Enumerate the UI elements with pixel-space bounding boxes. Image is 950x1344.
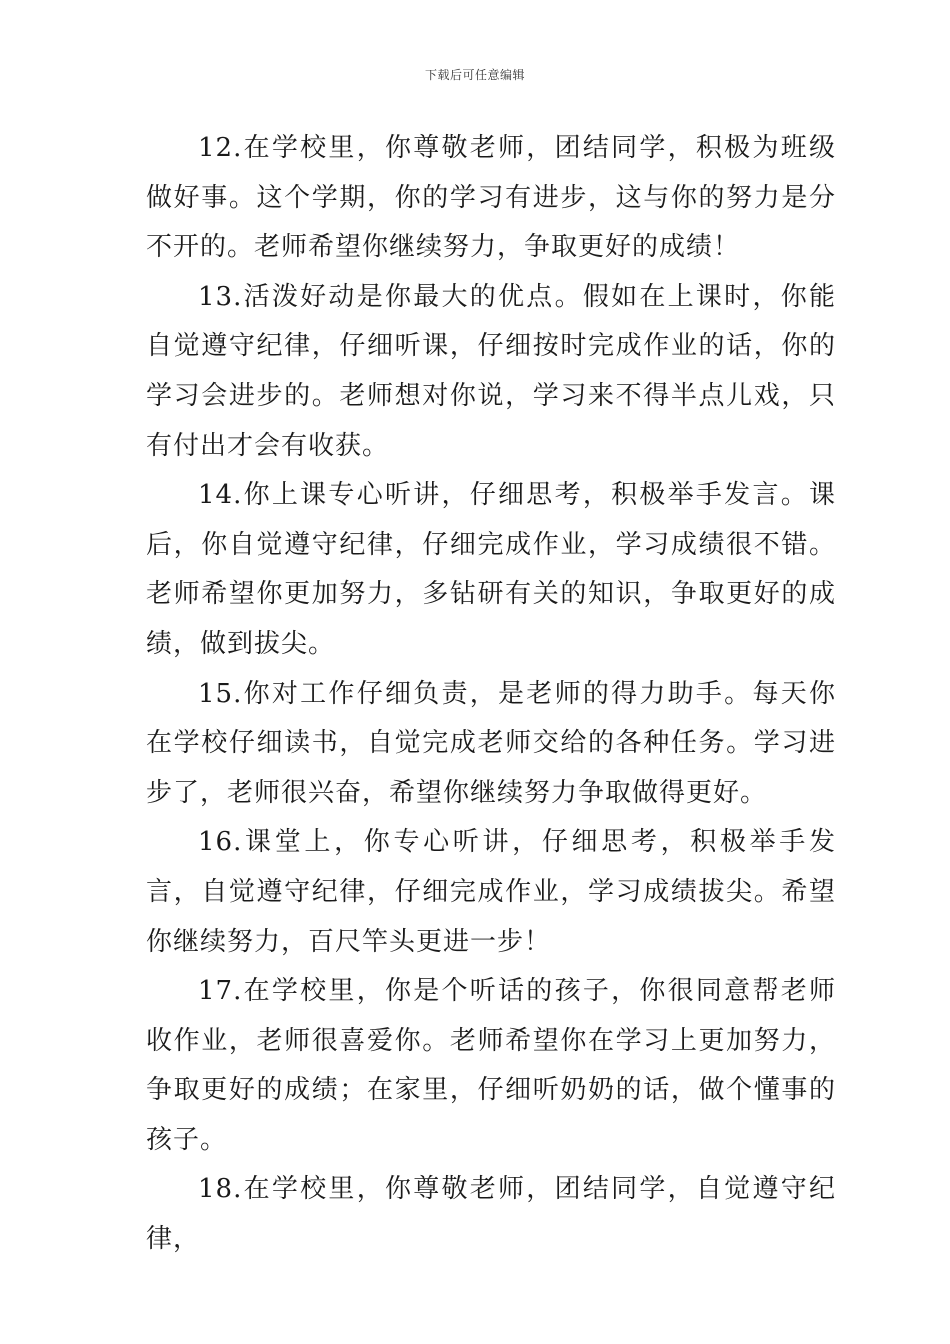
paragraph-17: 17.在学校里，你是个听话的孩子，你很同意帮老师收作业，老师很喜爱你。老师希望你在学习上更加努力，争取更好的成绩；在家里，仔细听奶奶的话，做个懂事的孩子。 — [146, 976, 836, 1155]
paragraph-15: 15.你对工作仔细负责，是老师的得力助手。每天你在学校仔细读书，自觉完成老师交给的各种任务。学习进步了，老师很兴奋，希望你继续努力争取做得更好。 — [146, 678, 836, 808]
page-header: 下载后可任意编辑 — [424, 68, 525, 82]
paragraph-16: 16.课堂上，你专心听讲，仔细思考，积极举手发言，自觉遵守纪律，仔细完成作业，学习成绩拔尖。希望你继续努力，百尺竿头更进一步！ — [146, 827, 836, 957]
paragraph-18: 18.在学校里，你尊敬老师，团结同学，自觉遵守纪律， — [146, 1174, 836, 1255]
paragraph-13: 13.活泼好动是你最大的优点。假如在上课时，你能自觉遵守纪律，仔细听课，仔细按时完成作业的话，你的学习会进步的。老师想对你说，学习来不得半点儿戏，只有付出才会有收获。 — [146, 281, 836, 461]
paragraph-14: 14.你上课专心听讲，仔细思考，积极举手发言。课后，你自觉遵守纪律，仔细完成作业，学习成绩很不错。老师希望你更加努力，多钻研有关的知识，争取更好的成绩，做到拔尖。 — [146, 480, 836, 659]
paragraph-12: 12.在学校里，你尊敬老师，团结同学，积极为班级做好事。这个学期，你的学习有进步，这与你的努力是分不开的。老师希望你继续努力，争取更好的成绩！ — [146, 133, 836, 263]
document-body — [146, 124, 836, 1265]
